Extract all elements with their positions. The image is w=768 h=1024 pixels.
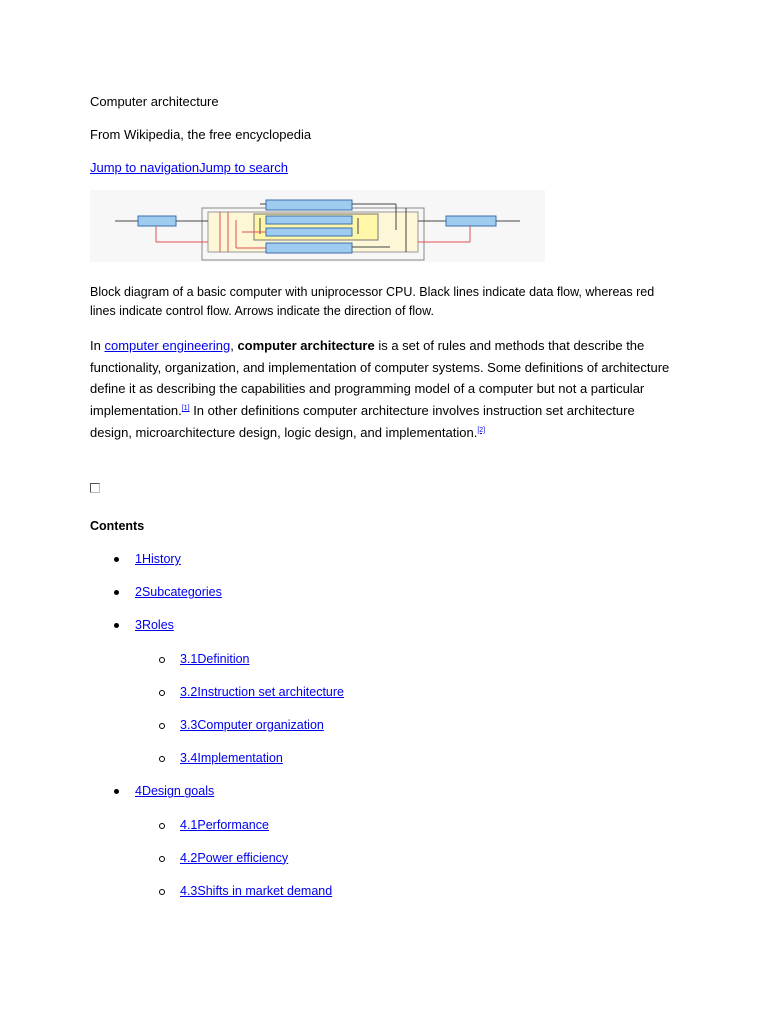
toc-link-label: History — [141, 552, 181, 566]
bullet-circle-icon — [159, 823, 165, 829]
toc-link-label: Instruction set architecture — [197, 684, 344, 699]
toc-link[interactable] — [180, 849, 288, 867]
bullet-circle-icon — [159, 657, 165, 663]
intro-paragraph — [90, 335, 680, 444]
toc-toggle-checkbox[interactable] — [90, 483, 100, 493]
reference-2-link[interactable]: [2] — [477, 426, 486, 434]
jump-to-search-link[interactable]: Jump to search — [199, 160, 288, 175]
toc-link[interactable] — [180, 716, 324, 734]
toc-link-number: 3 — [135, 618, 142, 633]
bullet-disc-icon — [114, 789, 119, 794]
intro-text-body: is a set of rules and methods that describe the functionality, organization, and implementation of computer systems. Some definitions of architecture define it as describing the capabilities and programming model of a computer but not a particular implementation. — [90, 338, 670, 419]
computer-engineering-link[interactable]: computer engineering — [104, 338, 231, 353]
toc-link[interactable] — [180, 650, 250, 668]
toc-link-label: Performance — [197, 817, 269, 832]
jump-links — [90, 159, 288, 177]
toc-link-number: 3.2 — [180, 684, 198, 699]
toc-link-label: Implementation — [197, 751, 283, 766]
cpu-block-diagram-image — [90, 190, 545, 262]
toc-link[interactable] — [135, 782, 214, 800]
bullet-circle-icon — [159, 856, 165, 862]
page-subtitle: From Wikipedia, the free encyclopedia — [90, 127, 312, 142]
bullet-circle-icon — [159, 889, 165, 895]
intro-text-comma: , — [230, 338, 238, 353]
term-computer-architecture: computer architecture — [237, 338, 375, 353]
intro-text-body-2: In other definitions computer architecture involves instruction set architecture design, microarchitecture design, logic design, and implementation. — [90, 403, 635, 440]
bullet-circle-icon — [159, 690, 165, 696]
bullet-disc-icon — [114, 623, 119, 628]
toc-link-label: Shifts in market demand — [197, 884, 333, 898]
toc-link-number: 4.2 — [180, 850, 198, 865]
toc-link-number: 4.3 — [180, 884, 198, 898]
reference-1-link[interactable]: [1] — [181, 405, 190, 413]
toc-link[interactable] — [180, 816, 269, 834]
toc-link-number: 3.1 — [180, 651, 198, 666]
toc-link-number: 1 — [135, 552, 142, 566]
toc-link[interactable] — [180, 683, 344, 701]
toc-link[interactable] — [180, 749, 283, 767]
toc-link-label: Computer organization — [197, 718, 324, 732]
toc-link-label: Power efficiency — [197, 850, 289, 865]
toc-link-number: 4 — [135, 784, 142, 799]
page-title: Computer architecture — [90, 94, 219, 109]
toc-link-number: 3.3 — [180, 718, 198, 732]
toc-link-label: Definition — [197, 651, 250, 666]
intro-text-in: In — [90, 338, 105, 353]
bullet-disc-icon — [114, 557, 119, 562]
bullet-circle-icon — [159, 723, 165, 729]
toc-link-number: 2 — [135, 585, 142, 600]
toc-link-label: Subcategories — [141, 585, 222, 600]
toc-link-number: 4.1 — [180, 817, 198, 832]
toc-link[interactable] — [180, 882, 332, 900]
contents-heading: Contents — [90, 519, 145, 533]
toc-link[interactable] — [135, 616, 174, 634]
toc-link-number: 3.4 — [180, 751, 198, 766]
bullet-circle-icon — [159, 756, 165, 762]
toc-link[interactable] — [135, 583, 222, 601]
figure-caption: Block diagram of a basic computer with uniprocessor CPU. Black lines indicate data flow, whereas red lines indicate control flow. Arrows indicate the direction of flow. — [90, 285, 655, 318]
jump-to-navigation-link[interactable]: Jump to navigation — [90, 160, 200, 175]
bullet-disc-icon — [114, 590, 119, 595]
toc-link-label: Design goals — [141, 784, 215, 799]
toc-link[interactable] — [135, 550, 181, 568]
toc-link-label: Roles — [141, 618, 174, 633]
